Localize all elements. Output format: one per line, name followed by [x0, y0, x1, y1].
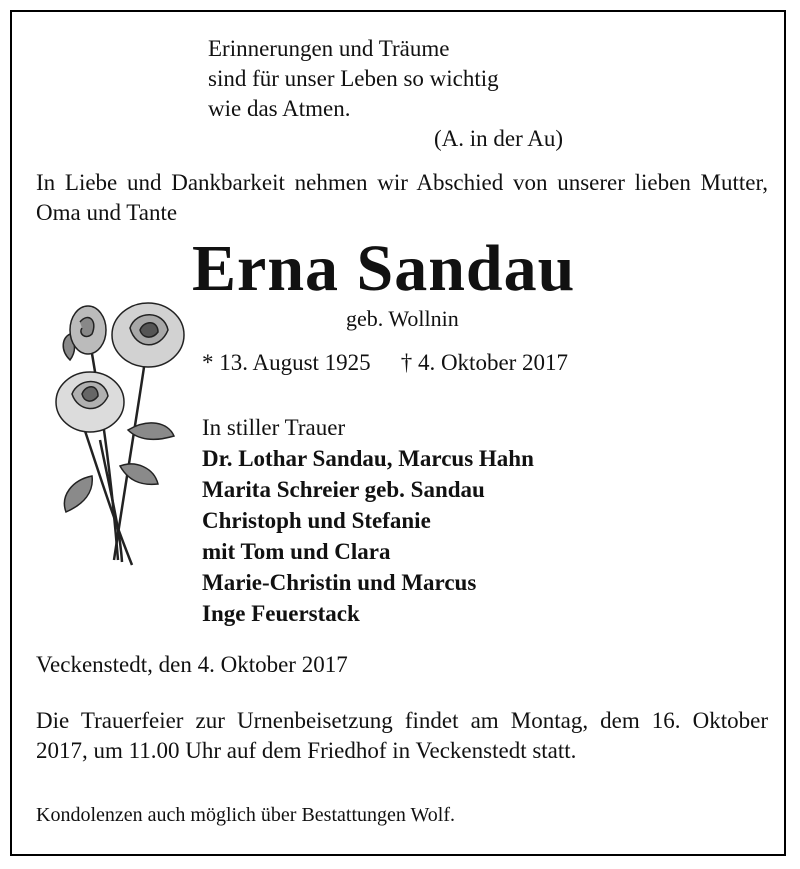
poem-line: Erinnerungen und Träume	[208, 36, 450, 61]
mourner-name: Dr. Lothar Sandau, Marcus Hahn	[202, 446, 534, 471]
intro-text: In Liebe und Dankbarkeit nehmen wir Abschied von unserer lieben Mutter, Oma und Tante	[36, 170, 768, 225]
poem-line: wie das Atmen.	[208, 96, 351, 121]
life-dates	[202, 350, 568, 376]
death-date: † 4. Oktober 2017	[400, 350, 569, 375]
poem-attribution: (A. in der Au)	[434, 126, 564, 151]
deceased-name: Erna Sandau	[192, 232, 576, 305]
condolences-note: Kondolenzen auch möglich über Bestattungen Wolf.	[36, 804, 456, 826]
mourners	[202, 412, 534, 629]
birth-name: geb. Wollnin	[346, 306, 459, 331]
birth-date: * 13. August 1925	[202, 350, 371, 375]
poem-line: sind für unser Leben so wichtig	[208, 66, 499, 91]
mourner-name: Christoph und Stefanie	[202, 508, 431, 533]
mourners-heading: In stiller Trauer	[202, 415, 346, 440]
mourner-name: Marita Schreier geb. Sandau	[202, 477, 485, 502]
mourner-name: Inge Feuerstack	[202, 601, 360, 626]
mourner-name: mit Tom und Clara	[202, 539, 391, 564]
funeral-notice: Die Trauerfeier zur Urnenbeisetzung findet am Montag, dem 16. Oktober 2017, um 11.00 Uhr auf dem Friedhof in Veckenstedt statt.	[36, 708, 768, 763]
mourner-name: Marie-Christin und Marcus	[202, 570, 477, 595]
roses-icon	[40, 290, 190, 580]
place-date: Veckenstedt, den 4. Oktober 2017	[36, 652, 348, 677]
poem	[208, 34, 563, 154]
